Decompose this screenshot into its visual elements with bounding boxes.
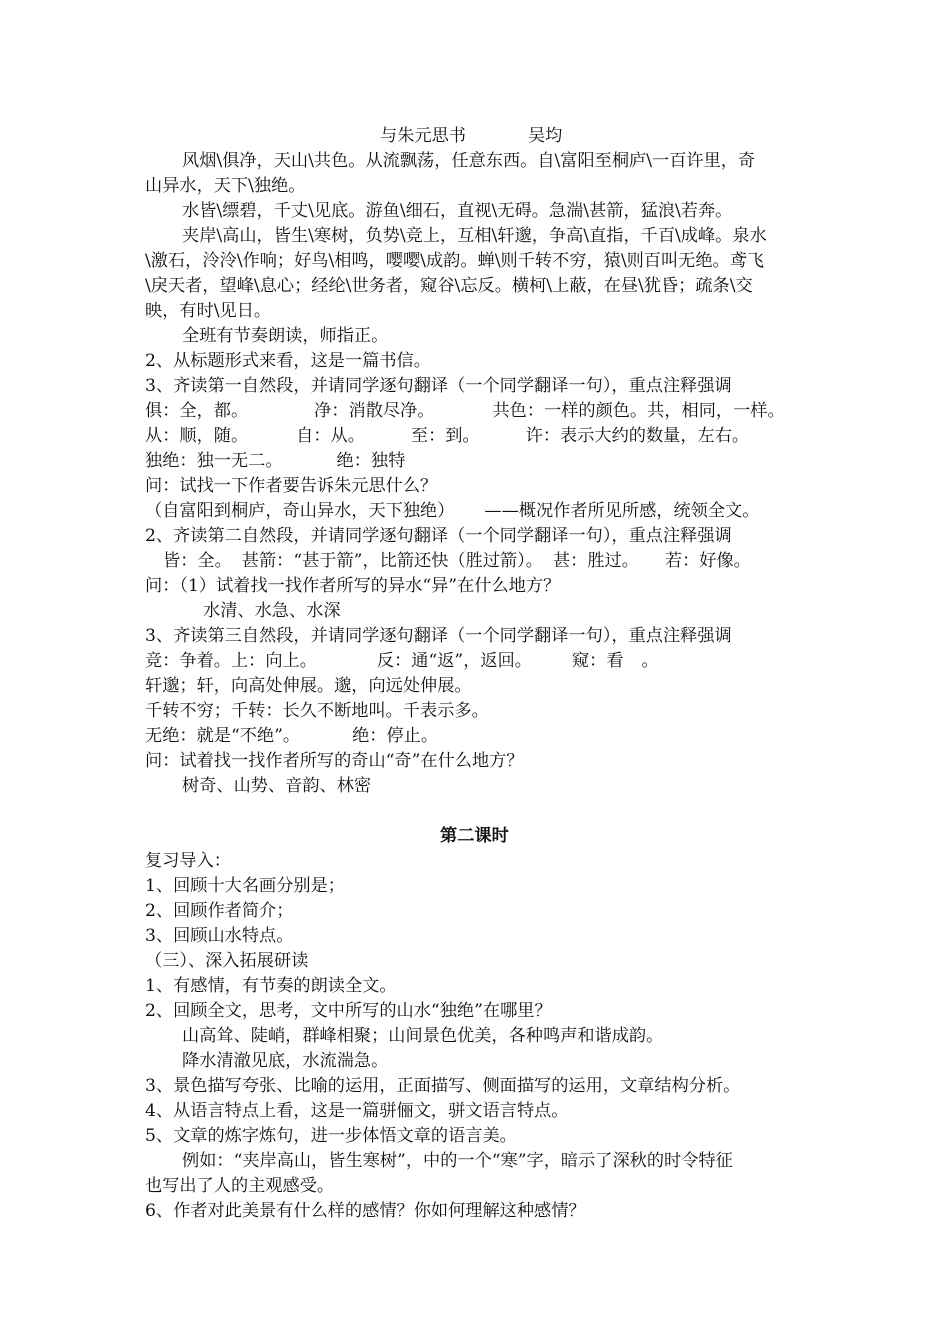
text-line: 山异水，天下\独绝。 <box>145 176 306 196</box>
annotation: 甚箭：“甚于箭”，比箭还快（胜过箭）。 <box>241 551 543 571</box>
annotation: 皆：全。 <box>163 551 232 571</box>
section-heading: 第二课时 <box>440 826 509 846</box>
text-line: 水皆\缥碧，千丈\见底。游鱼\细石，直视\无碍。急湍\甚箭，猛浪\若奔。 <box>182 201 733 221</box>
text-line: 2、齐读第二自然段，并请同学逐句翻译（一个同学翻译一句），重点注释强调 <box>145 526 732 546</box>
annotation: 绝：停止。 <box>352 726 439 746</box>
annotation: 至：到。 <box>410 426 480 446</box>
annotation: 甚：胜过。 <box>552 551 639 571</box>
text-line: 3、齐读第三自然段，并请同学逐句翻译（一个同学翻译一句），重点注释强调 <box>145 626 732 646</box>
list-item: 1、有感情，有节奏的朗读全文。 <box>145 976 397 996</box>
text-line: \戾天者，望峰\息心；经纶\世务者，窥谷\忘反。横柯\上蔽，在昼\犹昏；疏条\交 <box>145 276 753 296</box>
list-item: 6、作者对此美景有什么样的感情？你如何理解这种感情？ <box>145 1201 586 1221</box>
text-line: 全班有节奏朗读，师指正。 <box>182 326 389 346</box>
list-item: 3、景色描写夸张、比喻的运用，正面描写、侧面描写的运用，文章结构分析。 <box>145 1076 741 1096</box>
question-line: 问：试找一下作者要告诉朱元思什么？ <box>145 476 438 496</box>
annotation: 若：好像。 <box>664 551 751 571</box>
list-item: 1、回顾十大名画分别是； <box>145 876 345 896</box>
answer-line: 水清、水急、水深 <box>203 601 341 621</box>
annotation-line <box>163 549 751 574</box>
subsection-heading: （三）、深入拓展研读 <box>145 951 309 971</box>
annotation: 窥：看 <box>571 651 624 671</box>
question-line: 问：（1）试着找一找作者所写的异水“异”在什么地方？ <box>145 576 561 596</box>
text-line: 映，有时\见日。 <box>145 301 272 321</box>
example-line: 也写出了人的主观感受。 <box>145 1176 335 1196</box>
document-title <box>380 124 562 149</box>
annotation: 从：顺，随。 <box>145 426 249 446</box>
annotation: 。 <box>641 651 659 671</box>
annotation: 反：通“返”，返回。 <box>376 651 532 671</box>
text-line: 复习导入： <box>145 851 231 871</box>
question-line: 问：试着找一找作者所写的奇山“奇”在什么地方？ <box>145 751 524 771</box>
annotation-line: 千转不穷；千转：长久不断地叫。千表示多。 <box>145 701 489 721</box>
list-item: 4、从语言特点上看，这是一篇骈俪文，骈文语言特点。 <box>145 1101 569 1121</box>
annotation: 许：表示大约的数量，左右。 <box>525 426 750 446</box>
title-text: 与朱元思书 <box>380 126 466 146</box>
author-name: 吴均 <box>527 126 563 146</box>
text-line: 2、从标题形式来看，这是一篇书信。 <box>145 351 431 371</box>
answer-note: ——概况作者所见所感，统领全文。 <box>484 501 760 521</box>
annotation-line <box>145 724 438 749</box>
answer-line <box>145 499 759 524</box>
answer-line: 降水清澈见底，水流湍急。 <box>182 1051 389 1071</box>
text-line: 夹岸\高山，皆生\寒树，负势\竞上，互相\轩邈，争高\直指，千百\成峰。泉水 <box>182 226 767 246</box>
annotation-line <box>145 449 405 474</box>
example-line: 例如：“夹岸高山，皆生寒树”，中的一个“寒”字，暗示了深秋的时令特征 <box>182 1151 733 1171</box>
annotation-line <box>145 424 749 449</box>
answer-line: 山高耸、陡峭，群峰相聚；山间景色优美，各种鸣声和谐成韵。 <box>182 1026 664 1046</box>
list-item: 5、文章的炼字炼句，进一步体悟文章的语言美。 <box>145 1126 517 1146</box>
list-item: 2、回顾全文，思考，文中所写的山水“独绝”在哪里？ <box>145 1001 552 1021</box>
annotation-line <box>145 399 785 424</box>
annotation: 净：消散尽净。 <box>314 401 435 421</box>
list-item: 2、回顾作者简介； <box>145 901 294 921</box>
list-item: 3、回顾山水特点。 <box>145 926 294 946</box>
text-line: \激石，泠泠\作响；好鸟\相鸣，嘤嘤\成韵。蝉\则千转不穷，猿\则百叫无绝。鸢飞 <box>145 251 765 271</box>
annotation: 俱：全，都。 <box>145 401 249 421</box>
annotation: 自：从。 <box>296 426 365 446</box>
annotation: 独绝：独一无二。 <box>145 451 283 471</box>
answer-line: 树奇、山势、音韵、林密 <box>182 776 372 796</box>
annotation: 竞：争着。上：向上。 <box>145 651 317 671</box>
text-line: 风烟\俱净，天山\共色。从流飘荡，任意东西。自\富阳至桐庐\一百许里，奇 <box>182 151 756 171</box>
annotation: 绝：独特 <box>336 451 406 471</box>
answer: （自富阳到桐庐，奇山异水，天下独绝） <box>145 501 455 521</box>
text-line: 3、齐读第一自然段，并请同学逐句翻译（一个同学翻译一句），重点注释强调 <box>145 376 732 396</box>
annotation-line <box>145 649 659 674</box>
annotation-line: 轩邈；轩，向高处伸展。邈，向远处伸展。 <box>145 676 472 696</box>
annotation: 无绝：就是“不绝”。 <box>145 726 301 746</box>
annotation: 共色：一样的颜色。共，相同，一样。 <box>492 401 785 421</box>
